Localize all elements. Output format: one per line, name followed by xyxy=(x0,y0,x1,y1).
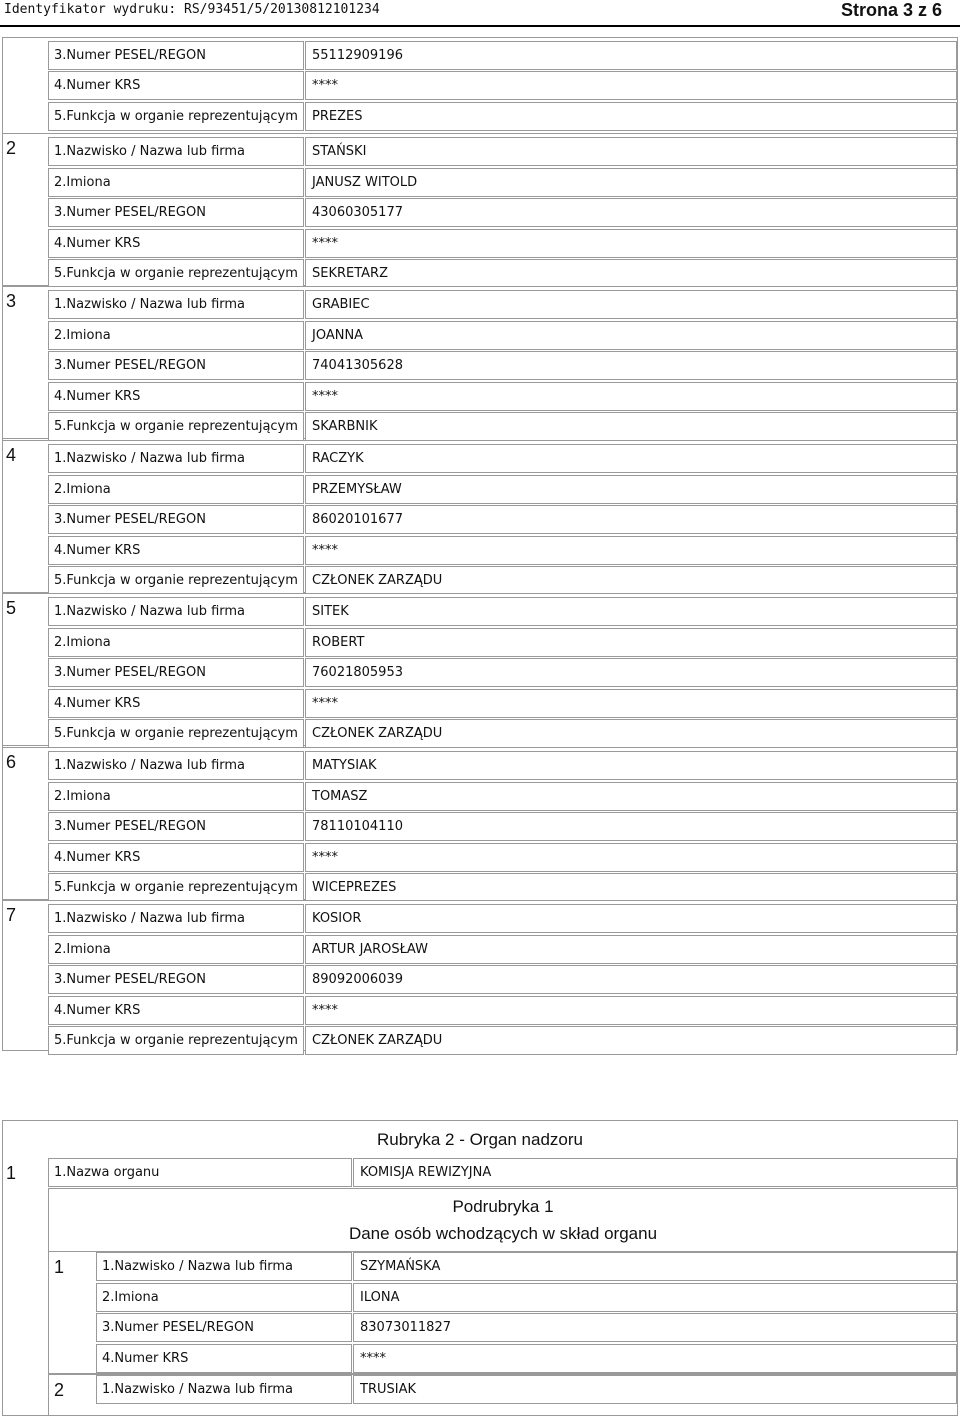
krs-value: **** xyxy=(305,996,957,1025)
first-value: JOANNA xyxy=(305,321,957,350)
func-label: 5.Funkcja w organie reprezentującym xyxy=(48,719,304,748)
func-label: 5.Funkcja w organie reprezentującym xyxy=(48,1026,304,1055)
pesel-label: 3.Numer PESEL/REGON xyxy=(48,41,304,70)
member-name-label: 1.Nazwisko / Nazwa lub firma xyxy=(96,1375,352,1404)
krs-label: 4.Numer KRS xyxy=(48,229,304,258)
page-number: Strona 3 z 6 xyxy=(840,0,942,20)
krs-value: **** xyxy=(305,689,957,718)
pesel-label: 3.Numer PESEL/REGON xyxy=(48,198,304,227)
krs-label: 4.Numer KRS xyxy=(48,996,304,1025)
pesel-value: 89092006039 xyxy=(305,965,957,994)
name-label: 1.Nazwisko / Nazwa lub firma xyxy=(48,444,304,473)
first-label: 2.Imiona xyxy=(48,628,304,657)
krs-label: 4.Numer KRS xyxy=(48,536,304,565)
krs-label: 4.Numer KRS xyxy=(48,689,304,718)
pesel-value: 76021805953 xyxy=(305,658,957,687)
krs-label: 4.Numer KRS xyxy=(48,843,304,872)
pesel-value: 74041305628 xyxy=(305,351,957,380)
member-number: 1 xyxy=(54,1257,65,1277)
func-value: SKARBNIK xyxy=(305,412,957,441)
pesel-label: 3.Numer PESEL/REGON xyxy=(48,658,304,687)
member-pesel-value: 83073011827 xyxy=(353,1313,957,1342)
subsection-title: Podrubryka 1 xyxy=(452,1197,554,1216)
person-number: 4 xyxy=(6,444,17,465)
name-label: 1.Nazwisko / Nazwa lub firma xyxy=(48,597,304,626)
organ-name-label: 1.Nazwa organu xyxy=(48,1158,352,1187)
member-name-label: 1.Nazwisko / Nazwa lub firma xyxy=(96,1252,352,1281)
person-number: 5 xyxy=(6,598,17,619)
function-label: 5.Funkcja w organie reprezentującym xyxy=(48,102,304,131)
name-value: KOSIOR xyxy=(305,904,957,933)
first-value: ARTUR JAROSŁAW xyxy=(305,935,957,964)
member-first-value: ILONA xyxy=(353,1283,957,1312)
name-value: RACZYK xyxy=(305,444,957,473)
organ-number: 1 xyxy=(6,1163,17,1183)
name-value: SITEK xyxy=(305,597,957,626)
pesel-value: 43060305177 xyxy=(305,198,957,227)
krs-value: **** xyxy=(305,843,957,872)
krs-value: **** xyxy=(305,382,957,411)
krs-value: **** xyxy=(305,71,957,100)
member-name-value: SZYMAŃSKA xyxy=(353,1252,957,1281)
func-value: WICEPREZES xyxy=(305,873,957,902)
first-label: 2.Imiona xyxy=(48,782,304,811)
name-value: STAŃSKI xyxy=(305,137,957,166)
krs-label: 4.Numer KRS xyxy=(48,382,304,411)
member-krs-value: **** xyxy=(353,1344,957,1373)
member-pesel-label: 3.Numer PESEL/REGON xyxy=(96,1313,352,1342)
first-label: 2.Imiona xyxy=(48,321,304,350)
pesel-label: 3.Numer PESEL/REGON xyxy=(48,812,304,841)
first-label: 2.Imiona xyxy=(48,168,304,197)
name-label: 1.Nazwisko / Nazwa lub firma xyxy=(48,137,304,166)
name-value: GRABIEC xyxy=(305,290,957,319)
func-value: CZŁONEK ZARZĄDU xyxy=(305,1026,957,1055)
print-identifier: Identyfikator wydruku: RS/93451/5/20130812101234 xyxy=(4,2,380,17)
krs-value: **** xyxy=(305,229,957,258)
name-label: 1.Nazwisko / Nazwa lub firma xyxy=(48,751,304,780)
person-number: 7 xyxy=(6,905,17,925)
person-number: 2 xyxy=(6,138,17,158)
first-value: JANUSZ WITOLD xyxy=(305,168,957,197)
func-label: 5.Funkcja w organie reprezentującym xyxy=(48,873,304,902)
member-number: 2 xyxy=(54,1380,65,1400)
name-label: 1.Nazwisko / Nazwa lub firma xyxy=(48,290,304,319)
first-label: 2.Imiona xyxy=(48,475,304,504)
func-value: SEKRETARZ xyxy=(305,259,957,288)
krs-value: **** xyxy=(305,536,957,565)
header-divider xyxy=(0,25,960,27)
pesel-value: 78110104110 xyxy=(305,812,957,841)
member-krs-label: 4.Numer KRS xyxy=(96,1344,352,1373)
member-first-label: 2.Imiona xyxy=(96,1283,352,1312)
organ-name-value: KOMISJA REWIZYJNA xyxy=(353,1158,957,1187)
member-name-value: TRUSIAK xyxy=(353,1375,957,1404)
pesel-label: 3.Numer PESEL/REGON xyxy=(48,351,304,380)
subsection-subtitle: Dane osób wchodzących w skład organu xyxy=(348,1224,658,1243)
func-label: 5.Funkcja w organie reprezentującym xyxy=(48,259,304,288)
person-number: 3 xyxy=(6,291,17,312)
func-label: 5.Funkcja w organie reprezentującym xyxy=(48,566,304,595)
func-value: CZŁONEK ZARZĄDU xyxy=(305,566,957,595)
krs-label: 4.Numer KRS xyxy=(48,71,304,100)
first-value: ROBERT xyxy=(305,628,957,657)
pesel-label: 3.Numer PESEL/REGON xyxy=(48,505,304,534)
name-label: 1.Nazwisko / Nazwa lub firma xyxy=(48,904,304,933)
rubryka-2-title: Rubryka 2 - Organ nadzoru xyxy=(377,1130,583,1149)
first-label: 2.Imiona xyxy=(48,935,304,964)
name-value: MATYSIAK xyxy=(305,751,957,780)
person-number: 6 xyxy=(6,751,17,772)
first-value: PRZEMYSŁAW xyxy=(305,475,957,504)
first-value: TOMASZ xyxy=(305,782,957,811)
function-value: PREZES xyxy=(305,102,957,131)
pesel-value: 55112909196 xyxy=(305,41,957,70)
func-value: CZŁONEK ZARZĄDU xyxy=(305,719,957,748)
pesel-label: 3.Numer PESEL/REGON xyxy=(48,965,304,994)
pesel-value: 86020101677 xyxy=(305,505,957,534)
func-label: 5.Funkcja w organie reprezentującym xyxy=(48,412,304,441)
